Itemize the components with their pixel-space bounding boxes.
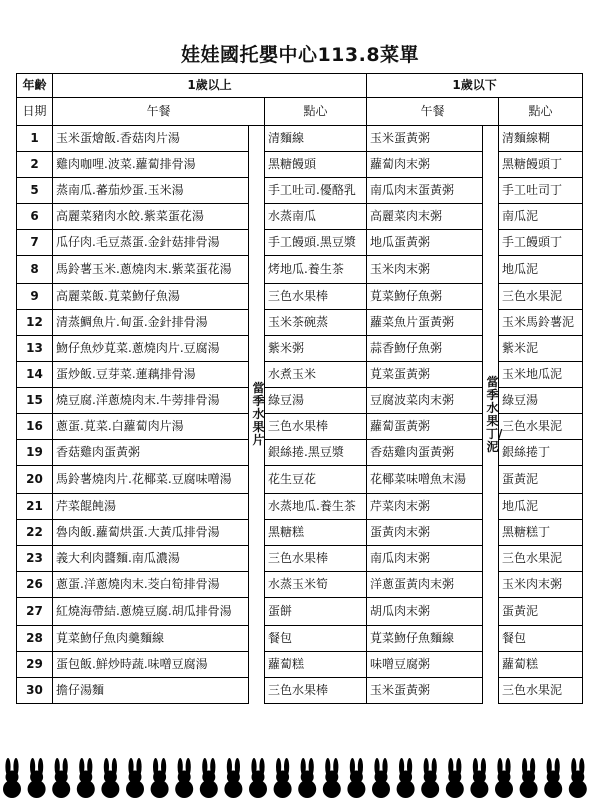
day-cell: 8 bbox=[17, 256, 53, 284]
header-row-meals bbox=[17, 98, 583, 126]
day-cell: 30 bbox=[17, 678, 53, 704]
bunny-icon bbox=[224, 758, 242, 798]
over1-snack-cell: 手工吐司.優酪乳 bbox=[265, 178, 367, 204]
under1-snack-cell: 蘿蔔糕 bbox=[499, 652, 583, 678]
day-cell: 2 bbox=[17, 152, 53, 178]
over1-snack-cell: 銀絲捲.黑豆漿 bbox=[265, 440, 367, 466]
bunny-icon bbox=[372, 758, 390, 798]
over1-lunch-cell: 高麗菜飯.莧菜魩仔魚湯 bbox=[53, 284, 249, 310]
over1-lunch-cell: 義大利肉醬麵.南瓜濃湯 bbox=[53, 546, 249, 572]
menu-row bbox=[17, 466, 583, 494]
under1-lunch-cell: 蛋黃肉末粥 bbox=[367, 520, 483, 546]
over1-snack-cell: 蘿蔔糕 bbox=[265, 652, 367, 678]
day-cell: 16 bbox=[17, 414, 53, 440]
over1-snack-cell: 蛋餅 bbox=[265, 598, 367, 626]
over1-lunch-cell: 雞肉咖哩.波菜.蘿蔔排骨湯 bbox=[53, 152, 249, 178]
over1-lunch-cell: 魯肉飯.蘿蔔烘蛋.大黃瓜排骨湯 bbox=[53, 520, 249, 546]
bunny-icon bbox=[101, 758, 119, 798]
over1-snack-cell: 黑糖糕 bbox=[265, 520, 367, 546]
bunny-border bbox=[0, 757, 600, 797]
over1-lunch-cell: 馬鈴薯玉米.蔥燒肉末.紫菜蛋花湯 bbox=[53, 256, 249, 284]
under1-snack-cell: 三色水果泥 bbox=[499, 546, 583, 572]
under1-lunch-cell: 味噌豆腐粥 bbox=[367, 652, 483, 678]
under1-lunch-cell: 香菇雞肉蛋黃粥 bbox=[367, 440, 483, 466]
over1-lunch-cell: 蔥蛋.莧菜.白蘿蔔肉片湯 bbox=[53, 414, 249, 440]
bunny-icon bbox=[298, 758, 316, 798]
day-cell: 12 bbox=[17, 310, 53, 336]
bunny-icon bbox=[151, 758, 169, 798]
over1-lunch-cell: 紅燒海帶結.蔥燒豆腐.胡瓜排骨湯 bbox=[53, 598, 249, 626]
bunny-icon bbox=[200, 758, 218, 798]
day-cell: 23 bbox=[17, 546, 53, 572]
under1-snack-cell: 清麵線糊 bbox=[499, 126, 583, 152]
bunny-icon bbox=[397, 758, 415, 798]
under1-snack-cell: 三色水果泥 bbox=[499, 678, 583, 704]
over1-lunch-cell: 蛋炒飯.豆芽菜.蓮藕排骨湯 bbox=[53, 362, 249, 388]
menu-row bbox=[17, 152, 583, 178]
menu-row bbox=[17, 520, 583, 546]
over1-lunch-cell: 蔥蛋.洋蔥燒肉末.茭白筍排骨湯 bbox=[53, 572, 249, 598]
under1-lunch-cell: 蘿蔔肉末粥 bbox=[367, 152, 483, 178]
under1-lunch-cell: 莧菜魩仔魚粥 bbox=[367, 284, 483, 310]
under1-lunch-cell: 玉米蛋黃粥 bbox=[367, 126, 483, 152]
bunny-icon bbox=[77, 758, 95, 798]
under1-snack-cell: 三色水果泥 bbox=[499, 414, 583, 440]
under1-lunch-cell: 莧菜魩仔魚麵線 bbox=[367, 626, 483, 652]
under1-snack-cell: 手工吐司丁 bbox=[499, 178, 583, 204]
menu-body bbox=[17, 74, 583, 704]
over1-snack-cell: 黑糖饅頭 bbox=[265, 152, 367, 178]
menu-row bbox=[17, 572, 583, 598]
bunny-icon bbox=[323, 758, 341, 798]
over1-snack-cell: 水煮玉米 bbox=[265, 362, 367, 388]
over1-snack-cell: 三色水果棒 bbox=[265, 678, 367, 704]
under1-lunch-cell: 高麗菜肉末粥 bbox=[367, 204, 483, 230]
fruit-note-under1 bbox=[483, 126, 503, 704]
over1-lunch-cell: 燒豆腐.洋蔥燒肉末.牛蒡排骨湯 bbox=[53, 388, 249, 414]
day-cell: 9 bbox=[17, 284, 53, 310]
under1-snack-cell: 南瓜泥 bbox=[499, 204, 583, 230]
age-label: 年齡 bbox=[17, 74, 53, 98]
over1-lunch-cell: 擔仔湯麵 bbox=[53, 678, 249, 704]
day-cell: 20 bbox=[17, 466, 53, 494]
over1-lunch-cell: 清蒸鯛魚片.甸蛋.金針排骨湯 bbox=[53, 310, 249, 336]
over1-snack-cell: 綠豆湯 bbox=[265, 388, 367, 414]
under1-lunch-cell: 玉米蛋黃粥 bbox=[367, 678, 483, 704]
under1-snack-cell: 地瓜泥 bbox=[499, 256, 583, 284]
group-under1-header: 1歲以下 bbox=[367, 74, 583, 98]
over1-snack-cell: 水蒸地瓜.養生茶 bbox=[265, 494, 367, 520]
day-cell: 28 bbox=[17, 626, 53, 652]
day-cell: 14 bbox=[17, 362, 53, 388]
over1-lunch-cell: 香菇雞肉蛋黃粥 bbox=[53, 440, 249, 466]
under1-lunch-cell: 蘿蔔蛋黃粥 bbox=[367, 414, 483, 440]
over1-snack-cell: 水蒸玉米筍 bbox=[265, 572, 367, 598]
under1-snack-cell: 蛋黃泥 bbox=[499, 466, 583, 494]
under1-lunch-header: 午餐 bbox=[367, 98, 499, 126]
over1-snack-cell: 餐包 bbox=[265, 626, 367, 652]
under1-snack-cell: 玉米地瓜泥 bbox=[499, 362, 583, 388]
over1-snack-cell: 清麵線 bbox=[265, 126, 367, 152]
over1-snack-cell: 玉米茶碗蒸 bbox=[265, 310, 367, 336]
menu-row bbox=[17, 126, 583, 152]
over1-lunch-cell: 莧菜魩仔魚肉羹麵線 bbox=[53, 626, 249, 652]
under1-snack-cell: 地瓜泥 bbox=[499, 494, 583, 520]
fruit-note-under1-text: 當季水果丁/泥 bbox=[486, 374, 503, 454]
bunny-icon bbox=[421, 758, 439, 798]
menu-row bbox=[17, 284, 583, 310]
over1-snack-header: 點心 bbox=[265, 98, 367, 126]
under1-snack-cell: 蛋黃泥 bbox=[499, 598, 583, 626]
day-cell: 13 bbox=[17, 336, 53, 362]
date-label: 日期 bbox=[17, 98, 53, 126]
under1-snack-header: 點心 bbox=[499, 98, 583, 126]
menu-row bbox=[17, 178, 583, 204]
over1-lunch-cell: 芹菜餛飩湯 bbox=[53, 494, 249, 520]
bunny-icon bbox=[470, 758, 488, 798]
over1-lunch-cell: 馬鈴薯燒肉片.花椰菜.豆腐味噌湯 bbox=[53, 466, 249, 494]
under1-snack-cell: 銀絲捲丁 bbox=[499, 440, 583, 466]
under1-lunch-cell: 胡瓜肉末粥 bbox=[367, 598, 483, 626]
menu-row bbox=[17, 310, 583, 336]
over1-lunch-cell: 魩仔魚炒莧菜.蔥燒肉片.豆腐湯 bbox=[53, 336, 249, 362]
menu-row bbox=[17, 256, 583, 284]
day-cell: 19 bbox=[17, 440, 53, 466]
under1-snack-cell: 綠豆湯 bbox=[499, 388, 583, 414]
over1-lunch-cell: 蛋包飯.鮮炒時蔬.味噌豆腐湯 bbox=[53, 652, 249, 678]
menu-row bbox=[17, 336, 583, 362]
under1-snack-cell: 玉米肉末粥 bbox=[499, 572, 583, 598]
day-cell: 5 bbox=[17, 178, 53, 204]
menu-row bbox=[17, 230, 583, 256]
bunny-icon bbox=[3, 758, 21, 798]
under1-lunch-cell: 蒜香魩仔魚粥 bbox=[367, 336, 483, 362]
under1-snack-cell: 餐包 bbox=[499, 626, 583, 652]
bunny-icon bbox=[28, 758, 46, 798]
day-cell: 27 bbox=[17, 598, 53, 626]
bunny-icon bbox=[495, 758, 513, 798]
menu-row bbox=[17, 598, 583, 626]
under1-lunch-cell: 豆腐波菜肉末粥 bbox=[367, 388, 483, 414]
day-cell: 26 bbox=[17, 572, 53, 598]
bunny-icon bbox=[126, 758, 144, 798]
day-cell: 15 bbox=[17, 388, 53, 414]
over1-lunch-header: 午餐 bbox=[53, 98, 265, 126]
bunny-icon bbox=[544, 758, 562, 798]
under1-lunch-cell: 蘿菜魚片蛋黃粥 bbox=[367, 310, 483, 336]
under1-lunch-cell: 玉米肉末粥 bbox=[367, 256, 483, 284]
under1-snack-cell: 黑糖饅頭丁 bbox=[499, 152, 583, 178]
fruit-note-over1 bbox=[249, 126, 265, 704]
over1-snack-cell: 花生豆花 bbox=[265, 466, 367, 494]
menu-row bbox=[17, 546, 583, 572]
menu-row bbox=[17, 626, 583, 652]
under1-lunch-cell: 南瓜肉末粥 bbox=[367, 546, 483, 572]
bunny-icon bbox=[569, 758, 587, 798]
over1-snack-cell: 烤地瓜.養生茶 bbox=[265, 256, 367, 284]
over1-snack-cell: 紫米粥 bbox=[265, 336, 367, 362]
over1-lunch-cell: 瓜仔肉.毛豆蒸蛋.金針菇排骨湯 bbox=[53, 230, 249, 256]
over1-snack-cell: 三色水果棒 bbox=[265, 546, 367, 572]
day-cell: 21 bbox=[17, 494, 53, 520]
menu-table bbox=[16, 73, 583, 704]
header-row-age bbox=[17, 74, 583, 98]
fruit-note-over1-text: 當季水果片 bbox=[252, 381, 265, 448]
group-over1-header: 1歲以上 bbox=[53, 74, 367, 98]
bunny-icon bbox=[52, 758, 70, 798]
menu-row bbox=[17, 494, 583, 520]
bunny-icon bbox=[175, 758, 193, 798]
menu-row bbox=[17, 678, 583, 704]
under1-lunch-cell: 莧菜蛋黃粥 bbox=[367, 362, 483, 388]
under1-lunch-cell: 芹菜肉末粥 bbox=[367, 494, 483, 520]
over1-snack-cell: 三色水果棒 bbox=[265, 284, 367, 310]
bunny-icon bbox=[446, 758, 464, 798]
bunny-icon bbox=[520, 758, 538, 798]
under1-snack-cell: 三色水果泥 bbox=[499, 284, 583, 310]
under1-snack-cell: 手工饅頭丁 bbox=[499, 230, 583, 256]
over1-snack-cell: 手工饅頭.黑豆漿 bbox=[265, 230, 367, 256]
menu-row bbox=[17, 652, 583, 678]
over1-snack-cell: 水蒸南瓜 bbox=[265, 204, 367, 230]
under1-snack-cell: 黑糖糕丁 bbox=[499, 520, 583, 546]
day-cell: 22 bbox=[17, 520, 53, 546]
over1-lunch-cell: 高麗菜豬肉水餃.紫菜蛋花湯 bbox=[53, 204, 249, 230]
under1-snack-cell: 玉米馬鈴薯泥 bbox=[499, 310, 583, 336]
page-title: 娃娃國托嬰中心113.8菜單 bbox=[180, 44, 420, 66]
day-cell: 6 bbox=[17, 204, 53, 230]
menu-row bbox=[17, 204, 583, 230]
over1-lunch-cell: 玉米蛋燴飯.香菇肉片湯 bbox=[53, 126, 249, 152]
under1-snack-cell: 紫米泥 bbox=[499, 336, 583, 362]
bunny-icon bbox=[274, 758, 292, 798]
under1-lunch-cell: 地瓜蛋黃粥 bbox=[367, 230, 483, 256]
bunny-icon bbox=[347, 758, 365, 798]
bunny-icon bbox=[249, 758, 267, 798]
day-cell: 29 bbox=[17, 652, 53, 678]
over1-snack-cell: 三色水果棒 bbox=[265, 414, 367, 440]
under1-lunch-cell: 南瓜肉末蛋黃粥 bbox=[367, 178, 483, 204]
under1-lunch-cell: 洋蔥蛋黃肉末粥 bbox=[367, 572, 483, 598]
under1-lunch-cell: 花椰菜味噌魚末湯 bbox=[367, 466, 483, 494]
day-cell: 7 bbox=[17, 230, 53, 256]
day-cell: 1 bbox=[17, 126, 53, 152]
over1-lunch-cell: 蒸南瓜.蕃茄炒蛋.玉米湯 bbox=[53, 178, 249, 204]
